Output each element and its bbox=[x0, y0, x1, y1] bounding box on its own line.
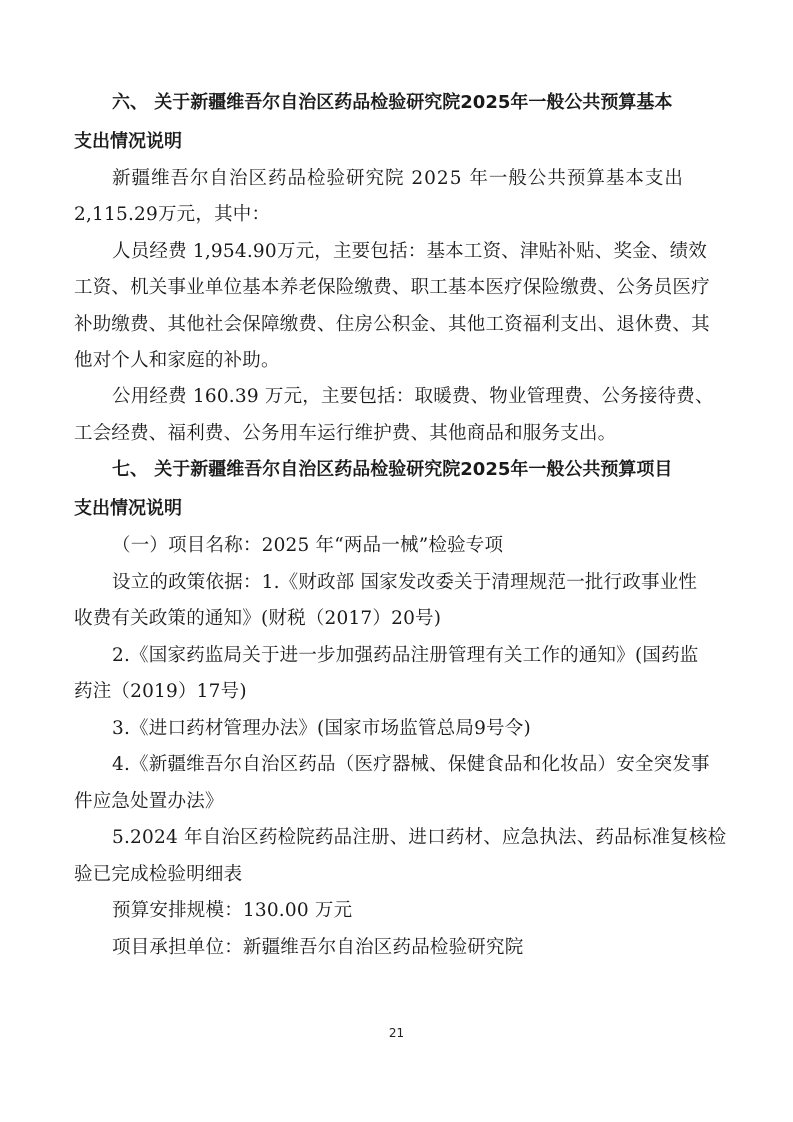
project-unit: 项目承担单位：新疆维吾尔自治区药品检验研究院 bbox=[112, 937, 524, 958]
section-6-paragraph-2-line-3: 补助缴费、其他社会保障缴费、住房公积金、其他工资福利支出、退休费、其 bbox=[74, 314, 710, 335]
policy-basis-5-line-2: 验已完成检验明细表 bbox=[74, 864, 243, 885]
section-6-heading-line-1: 六、 关于新疆维吾尔自治区药品检验研究院2025年一般公共预算基本 bbox=[112, 92, 673, 113]
page-number: 21 bbox=[388, 1026, 405, 1040]
policy-basis-2-line-2: 药注（2019）17号) bbox=[74, 681, 247, 702]
section-6-paragraph-2-line-4: 他对个人和家庭的补助。 bbox=[74, 350, 280, 371]
section-6-paragraph-3-line-1: 公用经费 160.39 万元，主要包括：取暖费、物业管理费、公务接待费、 bbox=[112, 386, 714, 407]
section-6-paragraph-1-line-1: 新疆维吾尔自治区药品检验研究院 2025 年一般公共预算基本支出 bbox=[112, 168, 684, 189]
section-7-heading-line-1: 七、 关于新疆维吾尔自治区药品检验研究院2025年一般公共预算项目 bbox=[112, 459, 673, 480]
section-7-heading-line-2: 支出情况说明 bbox=[74, 498, 182, 519]
budget-scale: 预算安排规模：130.00 万元 bbox=[112, 900, 353, 921]
policy-basis-line-2: 收费有关政策的通知》(财税（2017）20号) bbox=[74, 608, 442, 629]
section-6-heading-line-2: 支出情况说明 bbox=[74, 131, 182, 152]
policy-basis-5-line-1: 5.2024 年自治区药检院药品注册、进口药材、应急执法、药品标准复核检 bbox=[112, 827, 727, 848]
policy-basis-3: 3.《进口药材管理办法》(国家市场监管总局9号令) bbox=[112, 718, 531, 739]
section-6-paragraph-2-line-2: 工资、机关事业单位基本养老保险缴费、职工基本医疗保险缴费、公务员医疗 bbox=[74, 277, 710, 298]
policy-basis-2-line-1: 2.《国家药监局关于进一步加强药品注册管理有关工作的通知》(国药监 bbox=[112, 645, 699, 666]
policy-basis-4-line-1: 4.《新疆维吾尔自治区药品（医疗器械、保健食品和化妆品）安全突发事 bbox=[112, 754, 710, 775]
policy-basis-line-1: 设立的政策依据：1.《财政部 国家发改委关于清理规范一批行政事业性 bbox=[112, 572, 698, 593]
policy-basis-4-line-2: 件应急处置办法》 bbox=[74, 791, 224, 812]
section-6-paragraph-1-line-2: 2,115.29万元，其中： bbox=[74, 204, 271, 225]
section-6-paragraph-3-line-2: 工会经费、福利费、公务用车运行维护费、其他商品和服务支出。 bbox=[74, 423, 617, 444]
project-name-item: （一）项目名称：2025 年“两品一械”检验专项 bbox=[112, 535, 504, 556]
section-6-paragraph-2-line-1: 人员经费 1,954.90万元，主要包括：基本工资、津贴补贴、奖金、绩效 bbox=[112, 241, 707, 262]
